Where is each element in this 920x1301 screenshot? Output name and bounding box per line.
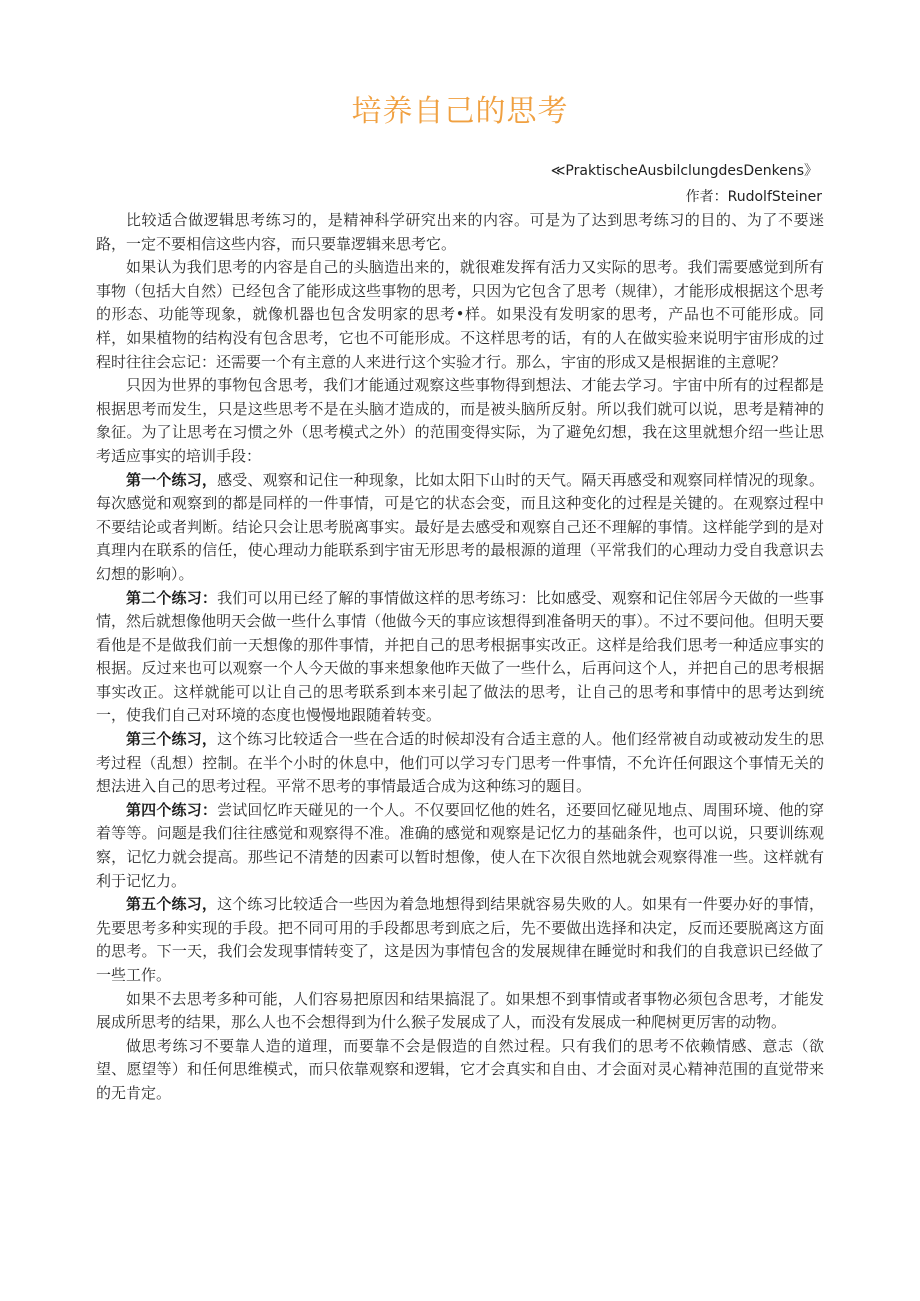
paragraph-text: 如果不去思考多种可能，人们容易把原因和结果搞混了。如果想不到事情或者事物必须包含思考，才能发展成所思考的结果，那么人也不会想得到为什么猴子发展成了人，而没有发展成一种爬树更厉害的动物。 — [96, 989, 824, 1032]
exercise-heading: 第二个练习： — [126, 588, 218, 607]
document-title: 培养自己的思考 — [351, 94, 569, 129]
exercise-heading: 第四个练习： — [126, 800, 218, 819]
paragraph-exercise-5 — [96, 893, 824, 987]
paragraph-text: 这个练习比较适合一些在合适的时候却没有合适主意的人。他们经常被自动或被动发生的思考过程（乱想）控制。在半个小时的休息中，他们可以学习专门思考一件事情，不允许任何跟这个事情无关的想法进入自己的思考过程。平常不思考的事情最适合成为这种练习的题目。 — [96, 730, 824, 796]
exercise-heading: 第一个练习， — [126, 470, 218, 489]
paragraph-text: 感受、观察和记住一种现象，比如太阳下山时的天气。隔天再感受和观察同样情况的现象。每次感觉和观察到的都是同样的一件事情，可是它的状态会变，而且这种变化的过程是关键的。在观察过程中不要结论或者判断。结论只会让思考脱离事实。最好是去感受和观察自己还不理解的事情。这样能学到的是对真理内在联系的信任，使心理动力能联系到宇宙无形思考的最根源的道理（平常我们的心理动力受自我意识去幻想的影响）。 — [96, 470, 824, 583]
paragraph — [96, 988, 824, 1035]
paragraph-text: 尝试回忆昨天碰见的一个人。不仅要回忆他的姓名，还要回忆碰见地点、周围环境、他的穿着等等。问题是我们往往感觉和观察得不准。准确的感觉和观察是记忆力的基础条件，也可以说，只要训练观察，记忆力就会提高。那些记不清楚的因素可以暂时想像，使人在下次很自然地就会观察得准一些。这样就有利于记忆力。 — [96, 800, 824, 890]
paragraph-text: 比较适合做逻辑思考练习的，是精神科学研究出来的内容。可是为了达到思考练习的目的、为了不要迷路，一定不要相信这些内容，而只要靠逻辑来思考它。 — [96, 211, 824, 253]
paragraph-text: 这个练习比较适合一些因为着急地想得到结果就容易失败的人。如果有一件要办好的事情，先要思考多种实现的手段。把不同可用的手段都思考到底之后，先不要做出选择和决定，反而还要脱离这方面的思考。下一天，我们会发现事情转变了，这是因为事情包含的发展规律在睡觉时和我们的自我意识已经做了一些工作。 — [96, 895, 824, 984]
paragraph-exercise-4 — [96, 799, 824, 893]
paragraph-text: 如果认为我们思考的内容是自己的头脑造出来的，就很难发挥有活力又实际的思考。我们需要感觉到所有事物（包括大自然）已经包含了能形成这些事物的思考，只因为它包含了思考（规律），才能形成根据这个思考的形态、功能等现象，就像机器也包含发明家的思考•样。如果没有发明家的思考，产品也不可能形成。同样，如果植物的结构没有包含思考，它也不可能形成。不这样思考的话，有的人在做实验来说明宇宙形成的过程时往往会忘记：还需要一个有主意的人来进行这个实验才行。那么，宇宙的形成又是根据谁的主意呢？ — [96, 258, 824, 371]
paragraph-text: 只因为世界的事物包含思考，我们才能通过观察这些事物得到想法、才能去学习。宇宙中所有的过程都是根据思考而发生，只是这些思考不是在头脑才造成的，而是被头脑所反射。所以我们就可以说，思考是精神的象征。为了让思考在习惯之外（思考模式之外）的范围变得实际，为了避免幻想，我在这里就想介绍一些让思考适应事实的培训手段： — [96, 376, 824, 465]
source-reference: ≪PraktischeAusbilclungdesDenkens》 — [550, 163, 818, 179]
paragraph — [96, 1035, 824, 1106]
author-line: 作者：RudolfSteiner — [685, 189, 822, 205]
paragraph — [96, 374, 824, 468]
paragraph-exercise-1 — [96, 469, 824, 587]
paragraph-exercise-2 — [96, 587, 824, 729]
paragraph — [96, 256, 824, 374]
exercise-heading: 第三个练习， — [126, 730, 218, 749]
paragraph-text: 做思考练习不要靠人造的道理，而要靠不会是假造的自然过程。只有我们的思考不依赖情感、意志（欲望、愿望等）和任何思维模式，而只依靠观察和逻辑，它才会真实和自由、才会面对灵心精神范围的直觉带来的无肯定。 — [96, 1036, 824, 1102]
paragraph-text: 我们可以用已经了解的事情做这样的思考练习：比如感受、观察和记住邻居今天做的一些事情，然后就想像他明天会做一些什么事情（他做今天的事应该想得到准备明天的事）。不过不要问他。但明天要看他是不是做我们前一天想像的那件事情，并把自己的思考根据事实改正。这样是给我们思考一种适应事实的根据。反过来也可以观察一个人今天做的事来想象他昨天做了一些什么，后再问这个人，并把自己的思考根据事实改正。这样就能可以让自己的思考联系到本来引起了做法的思考，让自己的思考和事情中的思考达到统一，使我们自己对环境的态度也慢慢地跟随着转变。 — [96, 588, 824, 725]
exercise-heading: 第五个练习， — [126, 895, 218, 914]
paragraph — [96, 209, 824, 256]
document-body — [96, 209, 824, 1106]
paragraph-exercise-3 — [96, 728, 824, 799]
